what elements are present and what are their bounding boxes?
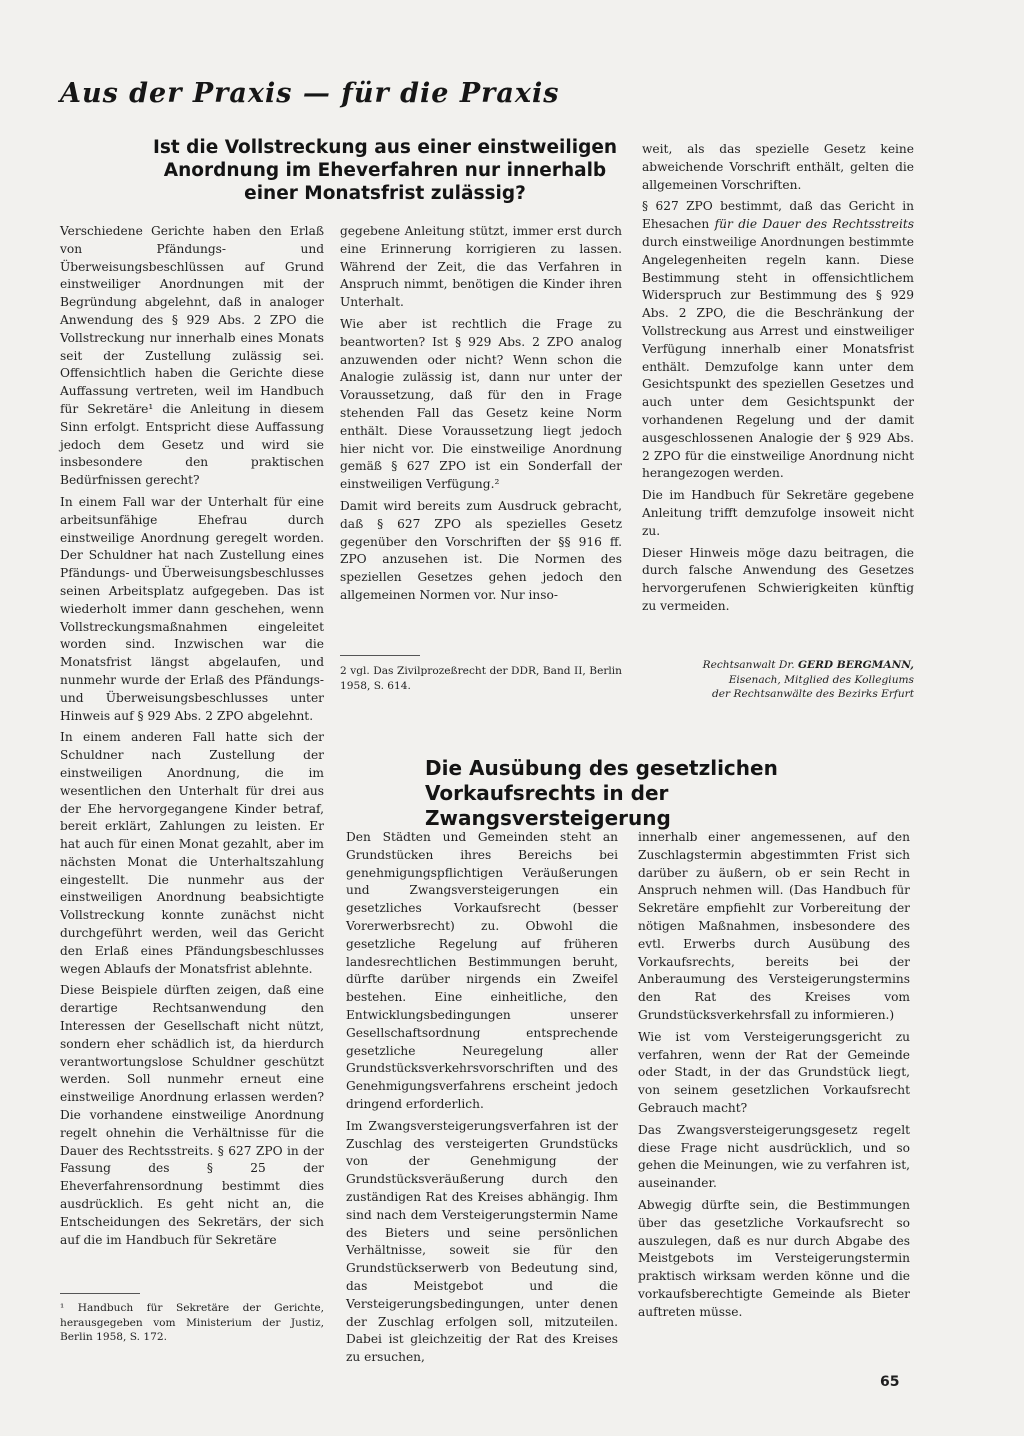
paragraph: In einem Fall war der Unterhalt für eine arbeitsunfähige Ehefrau durch einstweilige Anordnung geregelt worden. Der Schuldner hat nach Zustellung eines Pfändungs- und Überweisungsbeschlusses seinen Arbeitsplatz aufgegeben. Das ist wiederholt immer dann geschehen, wenn Vollstreckungsmaßnahmen eingeleitet worden sind. Inzwischen war die Monatsfrist längst abgelaufen, und nunmehr wurde der Erlaß des Pfändungs- und Überweisungsbeschlusses unter Hinweis auf § 929 Abs. 2 ZPO abgelehnt. <box>60 494 324 723</box>
page-number: 65 <box>880 1374 900 1390</box>
footnote-2: 2 vgl. Das Zivilprozeßrecht der DDR, Band II, Berlin 1958, S. 614. <box>340 665 622 692</box>
paragraph: Wie aber ist rechtlich die Frage zu beantworten? Ist § 929 Abs. 2 ZPO analog anzuwenden oder nicht? Wenn schon die Analogie zulässig ist, dann nur unter der Voraussetzung, daß für den in Frage stehenden Fall das Gesetz keine Norm enthält. Diese Voraussetzung liegt jedoch hier nicht vor. Die einstweilige Anordnung gemäß § 627 ZPO ist ein Sonderfall der einstweiligen Verfügung.² <box>340 316 622 492</box>
text-run: § 627 ZPO bestimmt, daß das Gericht in Ehesachen <box>642 199 914 232</box>
footnote-1: ¹ Handbuch für Sekretäre der Gerichte, herausgegeben vom Ministerium der Justiz, Berlin 1958, S. 172. <box>60 1302 324 1343</box>
article1-column-1 <box>60 223 324 1253</box>
paragraph: innerhalb einer angemessenen, auf den Zuschlagstermin abgestimmten Frist sich darüber zu äußern, ob er sein Recht in Anspruch nehmen will. (Das Handbuch für Sekretäre empfiehlt zur Vorbereitung der nötigen Maßnahmen, insbesondere des evtl. Erwerbs durch Ausübung des Vorkaufsrechts, bereits bei der Anberaumung des Versteigerungstermins den Rat des Kreises vom Grundstücksverkehrsfall zu informieren.) <box>638 830 910 1022</box>
article1-title: Ist die Vollstreckung aus einer einstweiligen Anordnung im Eheverfahren nur innerhalb einer Monatsfrist zulässig? <box>152 137 618 204</box>
emphasis: für die Dauer des Rechtsstreits <box>714 217 914 232</box>
paragraph: Die im Handbuch für Sekretäre gegebene Anleitung trifft demzufolge insoweit nicht zu. <box>642 488 914 538</box>
author-name: GERD BERGMANN, <box>797 659 914 671</box>
author-signature <box>642 658 914 702</box>
article1-column-2 <box>340 223 622 609</box>
paragraph: gegebene Anleitung stützt, immer erst durch eine Erinnerung korrigieren zu lassen. Während der Zeit, die das Verfahren in Anspruch nimmt, benötigen die Kinder ihren Unterhalt. <box>340 224 622 310</box>
paragraph: In einem anderen Fall hatte sich der Schuldner nach Zustellung der einstweiligen Anordnung, die im wesentlichen den Unterhalt für drei aus der Ehe hervorgegangene Kinder betraf, bereit erklärt, Zahlungen zu leisten. Er hat auch für einen Monat gezahlt, aber im nächsten Monat die Unterhaltszahlung eingestellt. Die nunmehr aus der einstweiligen Anordnung beabsichtigte Vollstreckung konnte zunächst nicht durchgeführt werden, weil das Gericht den Erlaß eines Pfändungsbeschlusses wegen Ablaufs der Monatsfrist ablehnte. <box>60 730 324 976</box>
text-run: durch einstweilige Anordnungen bestimmte Angelegenheiten regeln kann. Diese Bestimmung steht in offensichtlichem Widerspruch zur Bestimmung des § 929 Abs. 2 ZPO, die die Beschränkung der Vollstreckung aus Arrest und einstweiliger Verfügung innerhalb einer Monatsfrist enthält. Demzufolge kann unter dem Gesichtspunkt des speziellen Gesetzes und auch unter dem Gesichtspunkt der vorhandenen Regelung und der damit ausgeschlossenen Analogie der § 929 Abs. 2 ZPO für die einstweilige Anordnung nicht herangezogen werden. <box>642 234 914 481</box>
signature-line-2: Eisenach, Mitglied des Kollegiums <box>728 673 914 686</box>
paragraph: Das Zwangsversteigerungsgesetz regelt diese Frage nicht ausdrücklich, und so gehen die Meinungen, wie zu verfahren ist, auseinander. <box>638 1122 910 1191</box>
signature-line-3: der Rechtsanwälte des Bezirks Erfurt <box>711 688 914 700</box>
footnote-divider <box>340 655 420 656</box>
article2-title: Die Ausübung des gesetzlichen Vorkaufsrechts in der Zwangsversteigerung <box>425 756 778 830</box>
article1-column-3 <box>642 141 914 620</box>
signature-line-1 <box>642 658 914 673</box>
article2-column-1 <box>346 829 618 1371</box>
paragraph: Im Zwangsversteigerungsverfahren ist der Zuschlag des versteigerten Grundstücks von der Genehmigung der Grundstücksveräußerung durch den zuständigen Rat des Kreises abhängig. Ihm sind nach dem Versteigerungstermin Name des Bieters und seine persönlichen Verhältnisse, soweit sie für den Grundstückserwerb von Bedeutung sind, das Meistgebot und die Versteigerungsbedingungen, unter denen der Zuschlag erfolgen soll, mitzuteilen. Dabei ist gleichzeitig der Rat des Kreises zu ersuchen, <box>346 1118 618 1365</box>
paragraph: Diese Beispiele dürften zeigen, daß eine derartige Rechtsanwendung den Interessen der Gesellschaft nicht nützt, sondern eher schädlich ist, da hierdurch verantwortungslose Schuldner geschützt werden. Soll nunmehr erneut eine einstweilige Anordnung erlassen werden? Die vorhandene einstweilige Anordnung regelt ohnehin die Verhältnisse für die Dauer des Rechtsstreits. § 627 ZPO in der Fassung des § 25 der Eheverfahrensordnung bestimmt dies ausdrücklich. Es geht nicht an, die Entscheidungen des Sekretärs, der sich auf die im Handbuch für Sekretäre <box>60 983 324 1247</box>
author-prefix: Rechtsanwalt Dr. <box>702 659 795 671</box>
paragraph: weit, als das spezielle Gesetz keine abweichende Vorschrift enthält, gelten die allgemeinen Vorschriften. <box>642 142 914 192</box>
paragraph: Verschiedene Gerichte haben den Erlaß von Pfändungs- und Überweisungsbeschlüssen auf Grund einstweiliger Anordnungen mit der Begründung abgelehnt, daß in analoger Anwendung des § 929 Abs. 2 ZPO die Vollstreckung nur innerhalb eines Monats seit der Zustellung zulässig sei. Offensichtlich haben die Gerichte diese Auffassung vertreten, weil im Handbuch für Sekretäre¹ die Anleitung in diesem Sinn erfolgt. Entspricht diese Auffassung jedoch dem Gesetz und wird sie insbesondere den praktischen Bedürfnissen gerecht? <box>60 224 324 488</box>
article2-column-2 <box>638 829 910 1326</box>
paragraph: Den Städten und Gemeinden steht an Grundstücken ihres Bereichs bei genehmigungspflichtigen Veräußerungen und Zwangsversteigerungen ein gesetzliches Vorkaufsrecht (besser Vorerwerbsrecht) zu. Obwohl die gesetzliche Regelung auf früheren landesrechtlichen Bestimmungen beruht, dürfte darüber nirgends ein Zweifel bestehen. Eine einheitliche, den Entwicklungsbedingungen unserer Gesellschaftsordnung entsprechende gesetzliche Neuregelung aller Grundstücksverkehrsvorschriften und des Genehmigungsverfahrens erscheint jedoch dringend erforderlich. <box>346 830 618 1111</box>
paragraph: Wie ist vom Versteigerungsgericht zu verfahren, wenn der Rat der Gemeinde oder Stadt, in der das Grundstück liegt, von seinem gesetzlichen Vorkaufsrecht Gebrauch macht? <box>638 1029 910 1115</box>
paragraph <box>642 198 914 483</box>
section-masthead: Aus der Praxis — für die Praxis <box>60 78 560 109</box>
paragraph: Dieser Hinweis möge dazu beitragen, die durch falsche Anwendung des Gesetzes hervorgerufenen Schwierigkeiten künftig zu vermeiden. <box>642 545 914 613</box>
paragraph: Abwegig dürfte sein, die Bestimmungen über das gesetzliche Vorkaufsrecht so auszulegen, daß es nur durch Abgabe des Meistgebots im Versteigerungstermin praktisch wirksam werden könne und die vorkaufsberechtigte Gemeinde als Bieter auftreten müsse. <box>638 1197 910 1319</box>
footnote-divider <box>60 1293 140 1294</box>
paragraph: Damit wird bereits zum Ausdruck gebracht, daß § 627 ZPO als spezielles Gesetz gegenüber den Vorschriften der §§ 916 ff. ZPO anzusehen ist. Die Normen des speziellen Gesetzes gehen jedoch den allgemeinen Normen vor. Nur inso- <box>340 498 622 602</box>
